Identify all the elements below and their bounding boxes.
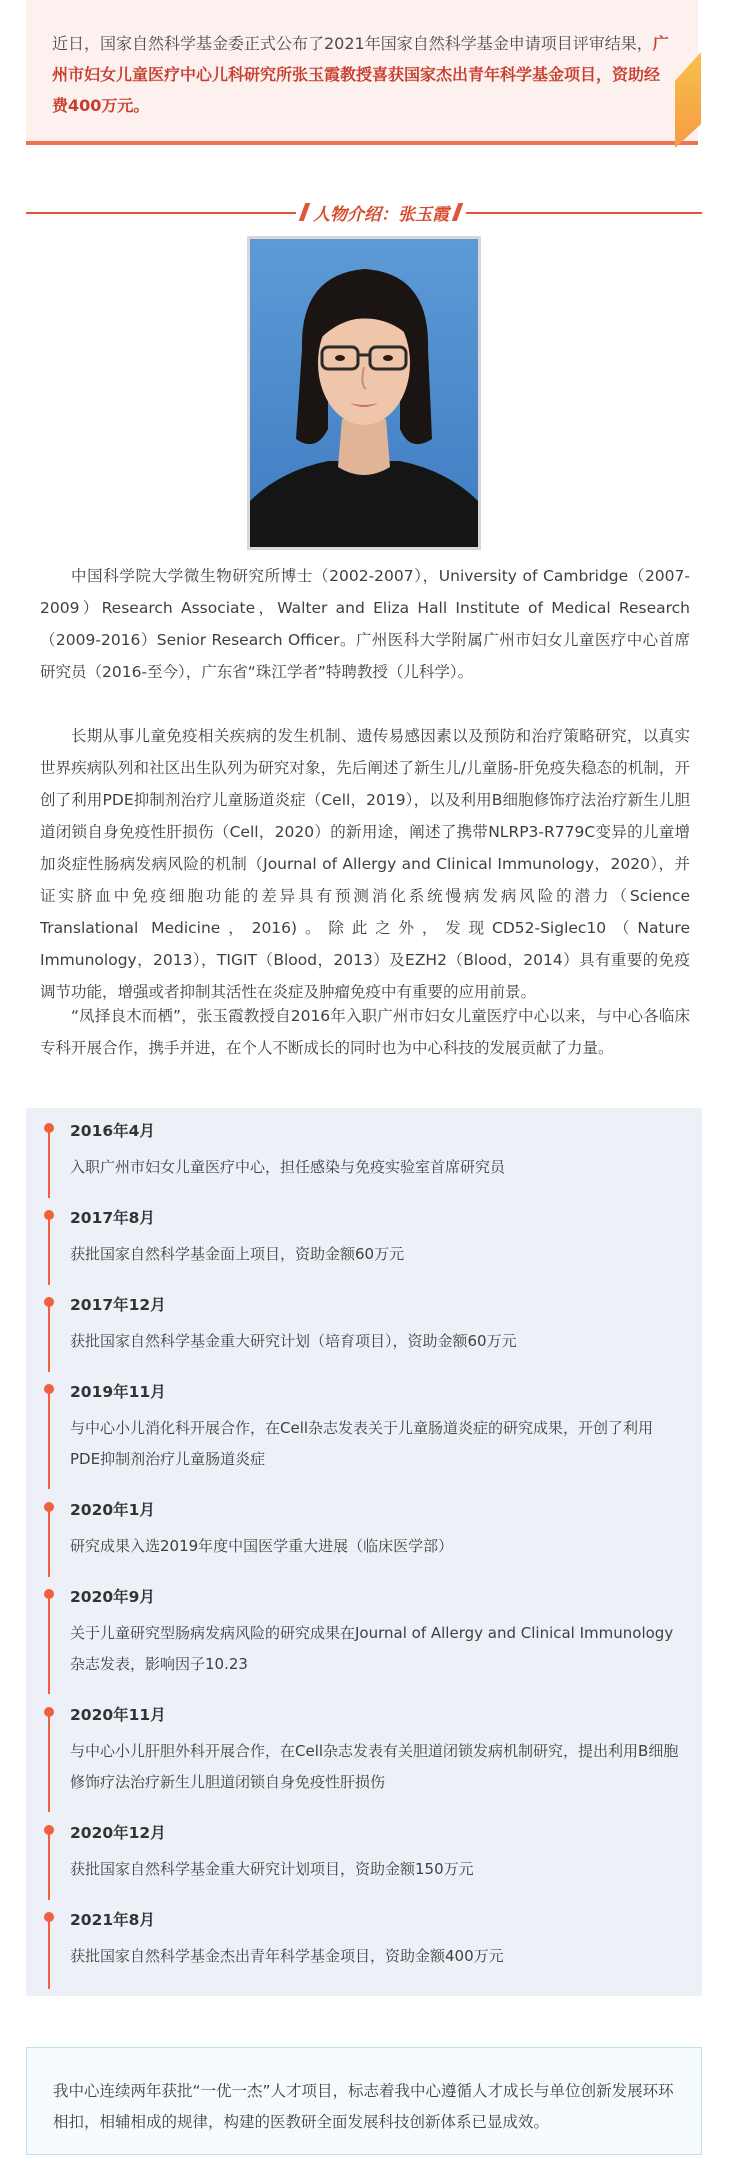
timeline-item xyxy=(48,1209,702,1296)
timeline-bar xyxy=(48,1215,50,1285)
bio-paragraph: 中国科学院大学微生物研究所博士（2002-2007），University of Cambridge（2007-2009）Research Associate，Walter and Eliza Hall Institute of Medical Research（2009-2016）Senior Research Officer。广州医科大学附属广州市妇女儿童医疗中心首席研究员（2016-至今），广东省“珠江学者”特聘教授（儿科学）。 xyxy=(40,567,690,681)
section-title: 人物介绍：张玉霞 xyxy=(313,204,449,225)
timeline-dot xyxy=(44,1825,54,1835)
timeline-desc: 获批国家自然科学基金杰出青年科学基金项目，资助金额400万元 xyxy=(70,1947,504,1965)
timeline-bar xyxy=(48,1389,50,1489)
timeline-dot xyxy=(44,1297,54,1307)
timeline-desc: 获批国家自然科学基金重大研究计划项目，资助金额150万元 xyxy=(70,1860,474,1878)
conclusion-box: 我中心连续两年获批“一优一杰”人才项目，标志着我中心遵循人才成长与单位创新发展环环相扣，相辅相成的规律，构建的医教研全面发展科技创新体系已显成效。 xyxy=(26,2047,702,2155)
timeline-date: 2020年9月 xyxy=(70,1588,155,1606)
timeline-item xyxy=(48,1501,702,1588)
timeline-item xyxy=(48,1706,702,1824)
timeline-date: 2021年8月 xyxy=(70,1911,155,1929)
timeline-date: 2019年11月 xyxy=(70,1383,166,1401)
timeline-item xyxy=(48,1296,702,1383)
timeline-bar xyxy=(48,1830,50,1900)
timeline-dot xyxy=(44,1384,54,1394)
timeline-date: 2020年12月 xyxy=(70,1824,166,1842)
timeline-dot xyxy=(44,1707,54,1717)
timeline-desc: 获批国家自然科学基金面上项目，资助金额60万元 xyxy=(70,1245,405,1263)
timeline-desc: 入职广州市妇女儿童医疗中心，担任感染与免疫实验室首席研究员 xyxy=(70,1158,506,1176)
timeline-date: 2020年11月 xyxy=(70,1706,166,1724)
timeline-item xyxy=(48,1122,702,1209)
timeline-item xyxy=(48,1824,702,1911)
portrait-illustration xyxy=(250,239,478,547)
timeline-item xyxy=(48,1588,702,1706)
timeline-desc: 关于儿童研究型肠病发病风险的研究成果在Journal of Allergy and Clinical Immunology杂志发表，影响因子10.23 xyxy=(70,1624,674,1673)
timeline-dot xyxy=(44,1210,54,1220)
timeline-bar xyxy=(48,1128,50,1198)
timeline-bar xyxy=(48,1917,50,1989)
timeline-dot xyxy=(44,1589,54,1599)
timeline-date: 2020年1月 xyxy=(70,1501,155,1519)
timeline-date: 2017年8月 xyxy=(70,1209,155,1227)
portrait-photo xyxy=(247,236,481,550)
timeline-desc: 与中心小儿肝胆外科开展合作，在Cell杂志发表有关胆道闭锁发病机制研究，提出利用B细胞修饰疗法治疗新生儿胆道闭锁自身免疫性肝损伤 xyxy=(70,1742,679,1791)
career-paragraph: “凤择良木而栖”，张玉霞教授自2016年入职广州市妇女儿童医疗中心以来，与中心各临床专科开展合作，携手并进，在个人不断成长的同时也为中心科技的发展贡献了力量。 xyxy=(40,1007,690,1057)
section-header xyxy=(26,200,702,224)
intro-highlight: 广州市妇女儿童医疗中心儿科研究所张玉霞教授喜获国家杰出青年科学基金项目，资助经费400万元。 xyxy=(52,34,669,115)
research-paragraph: 长期从事儿童免疫相关疾病的发生机制、遗传易感因素以及预防和治疗策略研究，以真实世界疾病队列和社区出生队列为研究对象，先后阐述了新生儿/儿童肠-肝免疫失稳态的机制，开创了利用PDE抑制剂治疗儿童肠道炎症（Cell，2019），以及利用B细胞修饰疗法治疗新生儿胆道闭锁自身免疫性肝损伤（Cell，2020）的新用途，阐述了携带NLRP3-R779C变异的儿童增加炎症性肠病发病风险的机制（Journal of Allergy and Clinical Immunology，2020），并证实脐血中免疫细胞功能的差异具有预测消化系统慢病发病风险的潜力（Science Translational Medicine，2016)。除此之外，发现CD52-Siglec10（Nature Immunology，2013），TIGIT（Blood，2013）及EZH2（Blood，2014）具有重要的免疫调节功能，增强或者抑制其活性在炎症及肿瘤免疫中有重要的应用前景。 xyxy=(40,727,690,1001)
timeline-bar xyxy=(48,1712,50,1812)
timeline-date: 2016年4月 xyxy=(70,1122,155,1140)
timeline-dot xyxy=(44,1912,54,1922)
timeline-bar xyxy=(48,1507,50,1577)
timeline-desc: 研究成果入选2019年度中国医学重大进展（临床医学部） xyxy=(70,1537,454,1555)
timeline-bar xyxy=(48,1594,50,1694)
section-tab xyxy=(296,200,466,224)
timeline-desc: 获批国家自然科学基金重大研究计划（培育项目），资助金额60万元 xyxy=(70,1332,517,1350)
intro-card xyxy=(26,0,698,145)
timeline-date: 2017年12月 xyxy=(70,1296,166,1314)
intro-text: 近日，国家自然科学基金委正式公布了2021年国家自然科学基金申请项目评审结果， xyxy=(52,34,653,53)
timeline xyxy=(26,1108,702,1996)
timeline-bar xyxy=(48,1302,50,1372)
timeline-item xyxy=(48,1911,702,1998)
timeline-dot xyxy=(44,1502,54,1512)
timeline-desc: 与中心小儿消化科开展合作，在Cell杂志发表关于儿童肠道炎症的研究成果，开创了利用PDE抑制剂治疗儿童肠道炎症 xyxy=(70,1419,654,1468)
timeline-dot xyxy=(44,1123,54,1133)
timeline-item xyxy=(48,1383,702,1501)
